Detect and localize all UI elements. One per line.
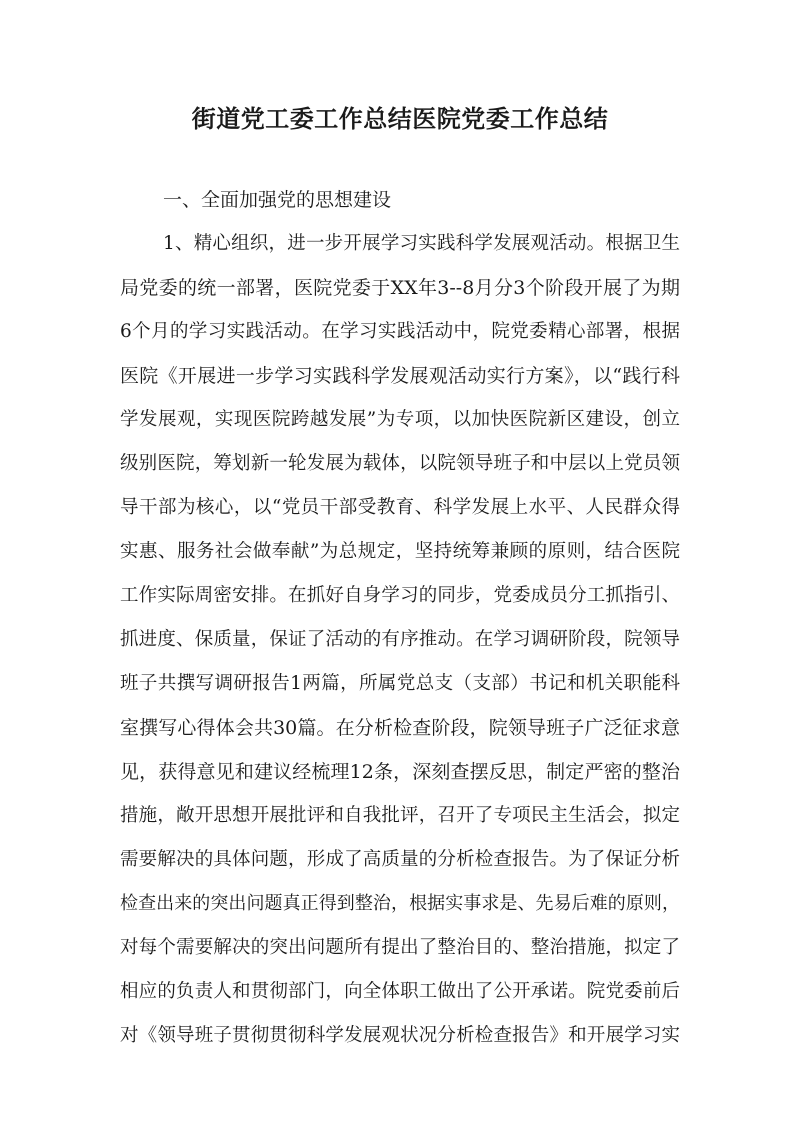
paragraph-line: 导干部为核心，以“党员干部受教育、科学发展上水平、人民群众得 bbox=[120, 497, 680, 518]
paragraph-line: 实惠、服务社会做奉献”为总规定，坚持统筹兼顾的原则，结合医院 bbox=[120, 541, 680, 562]
paragraph-line: 室撰写心得体会共30篇。在分析检查阶段，院领导班子广泛征求意 bbox=[120, 717, 680, 739]
paragraph-line: 医院《开展进一步学习实践科学发展观活动实行方案》，以“践行科 bbox=[120, 365, 680, 387]
paragraph-line: 措施，敞开思想开展批评和自我批评，召开了专项民主生活会，拟定 bbox=[120, 805, 680, 826]
paragraph-line: 工作实际周密安排。在抓好自身学习的同步，党委成员分工抓指引、 bbox=[120, 585, 680, 606]
paragraph-line: 检查出来的突出问题真正得到整治，根据实事求是、先易后难的原则， bbox=[120, 893, 680, 914]
paragraph-line: 需要解决的具体问题，形成了高质量的分析检查报告。为了保证分析 bbox=[120, 849, 680, 870]
paragraph-line: 相应的负责人和贯彻部门，向全体职工做出了公开承诺。院党委前后 bbox=[120, 981, 680, 1002]
paragraph-line: 抓进度、保质量，保证了活动的有序推动。在学习调研阶段，院领导 bbox=[120, 629, 680, 650]
paragraph-line: 对《领导班子贯彻贯彻科学发展观状况分析检查报告》和开展学习实 bbox=[120, 1025, 680, 1046]
paragraph-line: 见，获得意见和建议经梳理12条，深刻查摆反思，制定严密的整治 bbox=[120, 761, 680, 783]
paragraph-line: 班子共撰写调研报告1两篇，所属党总支（支部）书记和机关职能科 bbox=[120, 673, 680, 694]
document-title: 街道党工委工作总结医院党委工作总结 bbox=[191, 104, 609, 133]
paragraph-line: 级别医院，筹划新一轮发展为载体，以院领导班子和中层以上党员领 bbox=[120, 453, 680, 474]
paragraph-line: 局党委的统一部署，医院党委于XX年3--8月分3个阶段开展了为期 bbox=[120, 277, 680, 299]
paragraph-line: 对每个需要解决的突出问题所有提出了整治目的、整治措施，拟定了 bbox=[120, 937, 680, 958]
paragraph-line: 6个月的学习实践活动。在学习实践活动中，院党委精心部署，根据 bbox=[120, 321, 680, 342]
paragraph-line: 学发展观，实现医院跨越发展”为专项，以加快医院新区建设，创立 bbox=[120, 409, 680, 430]
paragraph-line: 1、精心组织，进一步开展学习实践科学发展观活动。根据卫生 bbox=[163, 233, 680, 254]
section-heading: 一、全面加强党的思想建设 bbox=[163, 189, 392, 211]
